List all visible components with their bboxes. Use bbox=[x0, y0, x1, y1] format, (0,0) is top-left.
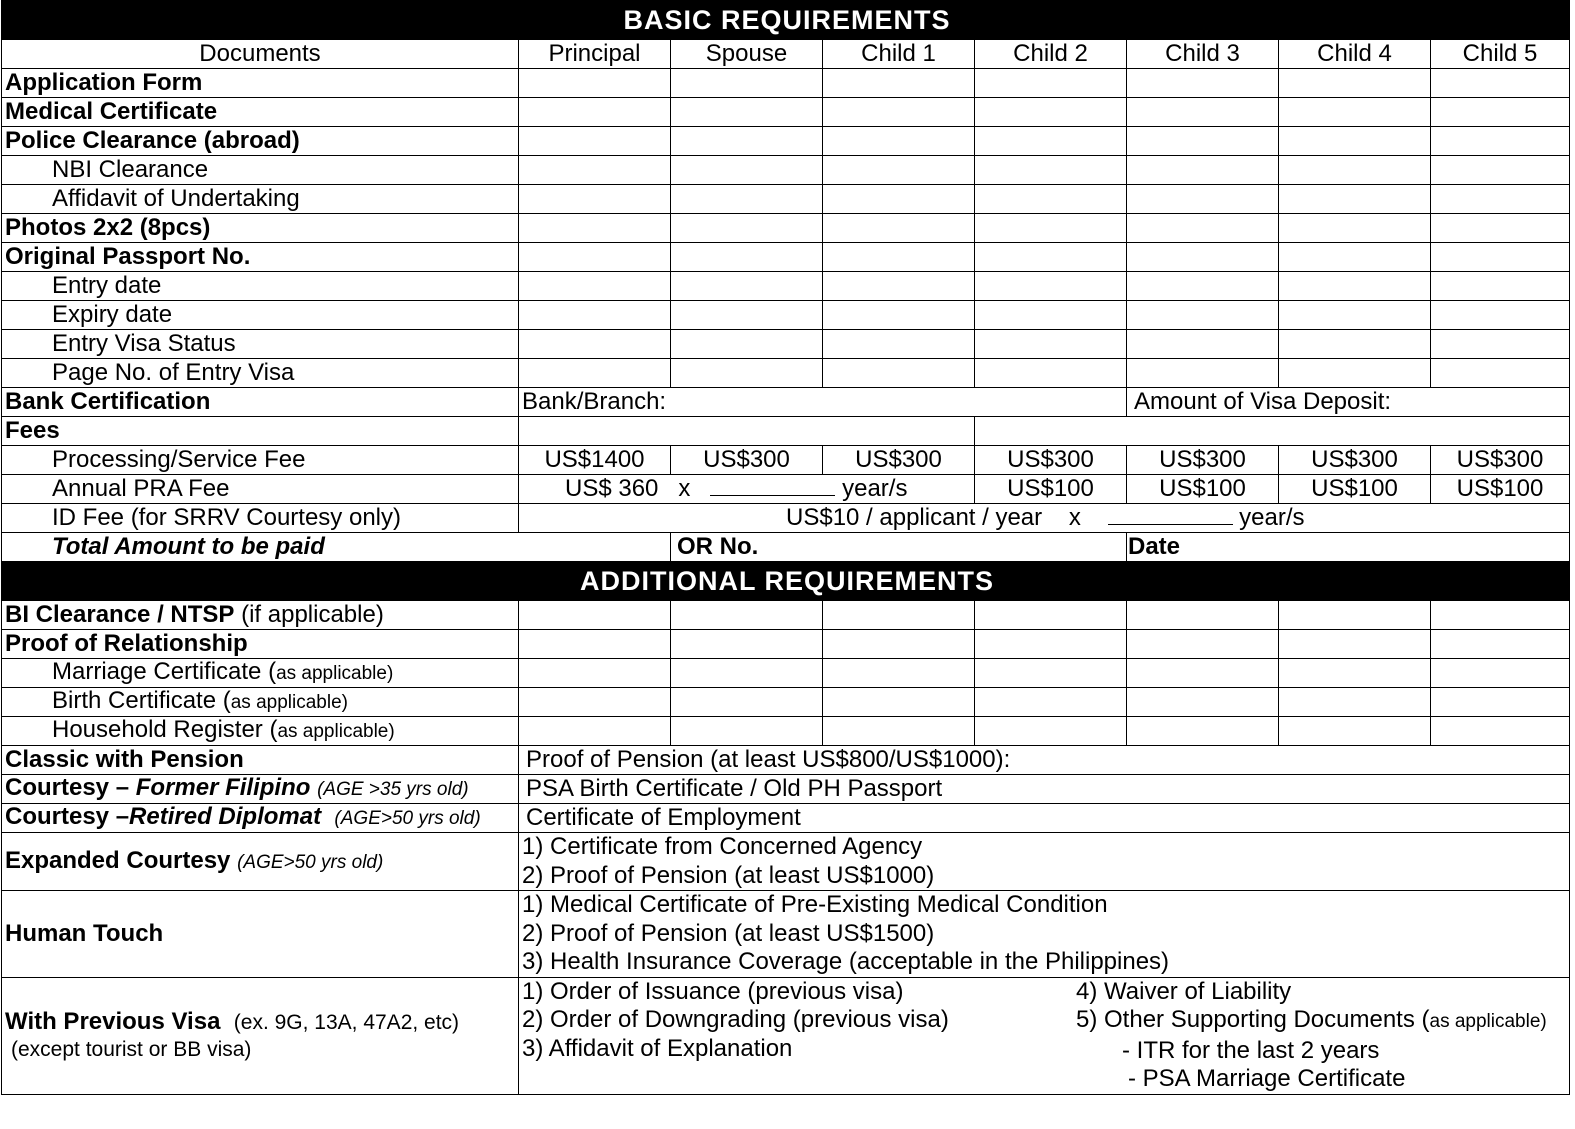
checkbox-cell[interactable] bbox=[823, 98, 975, 127]
checkbox-cell[interactable] bbox=[1127, 127, 1279, 156]
id-fee-years-blank[interactable] bbox=[1108, 506, 1233, 525]
label-photos: Photos 2x2 (8pcs) bbox=[2, 214, 519, 243]
checkbox-cell[interactable] bbox=[1431, 630, 1570, 659]
label-expiry-date: Expiry date bbox=[2, 301, 519, 330]
checkbox-cell[interactable] bbox=[1127, 98, 1279, 127]
checkbox-cell[interactable] bbox=[1127, 69, 1279, 98]
input-cell[interactable] bbox=[823, 330, 975, 359]
label-application-form: Application Form bbox=[2, 69, 519, 98]
col-principal: Principal bbox=[519, 40, 671, 69]
req-item: 3) Affidavit of Explanation bbox=[522, 1034, 793, 1062]
checkbox-cell[interactable] bbox=[671, 659, 823, 688]
additional-requirements-title: ADDITIONAL REQUIREMENTS bbox=[2, 562, 1570, 601]
row-retired-diplomat bbox=[2, 804, 1570, 833]
input-cell[interactable] bbox=[1279, 301, 1431, 330]
col-child-5: Child 5 bbox=[1431, 40, 1570, 69]
checkbox-cell[interactable] bbox=[975, 214, 1127, 243]
req-item: 1) Medical Certificate of Pre-Existing Medical Condition bbox=[522, 891, 1108, 918]
label-birth-certificate bbox=[2, 688, 519, 717]
row-bi-clearance bbox=[2, 601, 1570, 630]
checkbox-cell[interactable] bbox=[671, 69, 823, 98]
checkbox-cell[interactable] bbox=[1127, 156, 1279, 185]
row-annual-pra-fee bbox=[2, 475, 1570, 504]
input-cell[interactable] bbox=[823, 272, 975, 301]
id-fee-cell bbox=[519, 504, 1570, 533]
input-cell[interactable] bbox=[975, 359, 1127, 388]
req-subitem: - PSA Marriage Certificate bbox=[1128, 1065, 1406, 1092]
checkbox-cell[interactable] bbox=[1431, 156, 1570, 185]
pra-years-blank[interactable] bbox=[710, 477, 835, 496]
input-cell[interactable] bbox=[671, 359, 823, 388]
checkbox-cell[interactable] bbox=[823, 717, 975, 746]
label-passport: Original Passport No. bbox=[2, 243, 519, 272]
label-former-filipino bbox=[2, 775, 519, 804]
checkbox-cell[interactable] bbox=[1127, 185, 1279, 214]
label-classic-pension: Classic with Pension bbox=[2, 746, 519, 775]
input-cell[interactable] bbox=[1431, 243, 1570, 272]
requirements-form bbox=[1, 0, 1570, 1095]
label-bi-clearance bbox=[2, 601, 519, 630]
row-medical-certificate bbox=[2, 98, 1570, 127]
or-no-field[interactable]: OR No. bbox=[671, 533, 1127, 562]
label-bank-certification: Bank Certification bbox=[2, 388, 519, 417]
row-police-clearance bbox=[2, 127, 1570, 156]
checkbox-cell[interactable] bbox=[975, 717, 1127, 746]
input-cell[interactable] bbox=[1127, 243, 1279, 272]
row-expiry-date bbox=[2, 301, 1570, 330]
row-classic-pension bbox=[2, 746, 1570, 775]
retired-diplomat-title: Retired Diplomat bbox=[129, 803, 322, 830]
req-item: 2) Proof of Pension (at least US$1000) bbox=[522, 861, 935, 889]
checkbox-cell[interactable] bbox=[519, 659, 671, 688]
input-cell[interactable] bbox=[1127, 359, 1279, 388]
checkbox-cell[interactable] bbox=[1279, 185, 1431, 214]
bi-clearance-note: (if applicable) bbox=[241, 601, 384, 628]
label-fees: Fees bbox=[2, 417, 519, 446]
row-application-form bbox=[2, 69, 1570, 98]
label-entry-date: Entry date bbox=[2, 272, 519, 301]
retired-diplomat-age: (AGE>50 yrs old) bbox=[334, 808, 481, 829]
checkbox-cell[interactable] bbox=[671, 688, 823, 717]
previous-visa-except: (except tourist or BB visa) bbox=[11, 1038, 252, 1061]
marriage-cert-text: Marriage Certificate ( bbox=[52, 658, 277, 685]
checkbox-cell[interactable] bbox=[1279, 688, 1431, 717]
checkbox-cell[interactable] bbox=[1431, 127, 1570, 156]
col-spouse: Spouse bbox=[671, 40, 823, 69]
input-cell[interactable] bbox=[823, 243, 975, 272]
checkbox-cell[interactable] bbox=[671, 156, 823, 185]
checkbox-cell[interactable] bbox=[671, 601, 823, 630]
checkbox-cell[interactable] bbox=[1279, 601, 1431, 630]
input-cell[interactable] bbox=[1127, 301, 1279, 330]
label-expanded-courtesy bbox=[2, 833, 519, 891]
expanded-courtesy-age: (AGE>50 yrs old) bbox=[237, 851, 384, 873]
checkbox-cell[interactable] bbox=[1279, 156, 1431, 185]
req-item-other-docs bbox=[1076, 1006, 1547, 1037]
other-docs-note: as applicable) bbox=[1429, 1011, 1547, 1032]
row-previous-visa bbox=[2, 977, 1570, 1094]
label-marriage-certificate bbox=[2, 659, 519, 688]
previous-visa-req bbox=[519, 977, 1570, 1094]
checkbox-cell[interactable] bbox=[1279, 69, 1431, 98]
row-photos bbox=[2, 214, 1570, 243]
row-id-fee bbox=[2, 504, 1570, 533]
input-cell[interactable] bbox=[519, 243, 671, 272]
checkbox-cell[interactable] bbox=[1279, 717, 1431, 746]
bi-clearance-title: BI Clearance / NTSP bbox=[5, 601, 235, 628]
input-cell[interactable] bbox=[1279, 359, 1431, 388]
row-processing-fee bbox=[2, 446, 1570, 475]
classic-pension-req[interactable]: Proof of Pension (at least US$800/US$1000): bbox=[519, 746, 1570, 775]
row-total-amount bbox=[2, 533, 1570, 562]
input-cell[interactable] bbox=[671, 301, 823, 330]
fees-principal-group bbox=[519, 417, 975, 446]
label-medical-certificate: Medical Certificate bbox=[2, 98, 519, 127]
label-retired-diplomat bbox=[2, 804, 519, 833]
household-register-text: Household Register ( bbox=[52, 716, 278, 743]
checkbox-cell[interactable] bbox=[975, 601, 1127, 630]
label-human-touch: Human Touch bbox=[2, 891, 519, 978]
checkbox-cell[interactable] bbox=[1431, 601, 1570, 630]
row-bank-certification bbox=[2, 388, 1570, 417]
label-nbi-clearance: NBI Clearance bbox=[2, 156, 519, 185]
row-proof-relationship bbox=[2, 630, 1570, 659]
courtesy-prefix: Courtesy – bbox=[5, 774, 130, 801]
row-nbi-clearance bbox=[2, 156, 1570, 185]
pra-fee-principal bbox=[519, 475, 975, 504]
expanded-courtesy-title: Expanded Courtesy bbox=[5, 846, 231, 874]
row-entry-visa-status bbox=[2, 330, 1570, 359]
previous-visa-right-list bbox=[1076, 978, 1547, 1094]
previous-visa-left-list bbox=[522, 978, 1076, 1094]
input-cell[interactable] bbox=[671, 272, 823, 301]
checkbox-cell[interactable] bbox=[1279, 127, 1431, 156]
row-household-register bbox=[2, 717, 1570, 746]
as-applicable-note: as applicable) bbox=[230, 692, 348, 713]
row-expanded-courtesy bbox=[2, 833, 1570, 891]
row-human-touch bbox=[2, 891, 1570, 978]
checkbox-cell[interactable] bbox=[823, 601, 975, 630]
basic-requirements-band bbox=[2, 1, 1570, 40]
checkbox-cell[interactable] bbox=[519, 156, 671, 185]
req-item: 1) Order of Issuance (previous visa) bbox=[522, 977, 904, 1005]
fee-value: US$100 bbox=[1431, 475, 1570, 504]
input-cell[interactable] bbox=[671, 330, 823, 359]
checkbox-cell[interactable] bbox=[1127, 659, 1279, 688]
fee-value: US$100 bbox=[1127, 475, 1279, 504]
checkbox-cell[interactable] bbox=[1127, 601, 1279, 630]
input-cell[interactable] bbox=[1279, 243, 1431, 272]
checkbox-cell[interactable] bbox=[519, 630, 671, 659]
req-item: 3) Health Insurance Coverage (acceptable in the Philippines) bbox=[522, 948, 1170, 975]
input-cell[interactable] bbox=[1127, 330, 1279, 359]
fees-children-group bbox=[975, 417, 1570, 446]
checkbox-cell[interactable] bbox=[823, 659, 975, 688]
label-entry-visa-status: Entry Visa Status bbox=[2, 330, 519, 359]
checkbox-cell[interactable] bbox=[823, 127, 975, 156]
fee-value: US$300 bbox=[1431, 446, 1570, 475]
checkbox-cell[interactable] bbox=[519, 98, 671, 127]
other-docs-text: 5) Other Supporting Documents ( bbox=[1076, 1006, 1430, 1033]
fee-value: US$100 bbox=[975, 475, 1127, 504]
label-affidavit-undertaking: Affidavit of Undertaking bbox=[2, 185, 519, 214]
input-cell[interactable] bbox=[1431, 272, 1570, 301]
label-police-clearance: Police Clearance (abroad) bbox=[2, 127, 519, 156]
expanded-courtesy-req bbox=[519, 833, 1570, 891]
input-cell[interactable] bbox=[1431, 330, 1570, 359]
checkbox-cell[interactable] bbox=[671, 214, 823, 243]
checkbox-cell[interactable] bbox=[519, 214, 671, 243]
input-cell[interactable] bbox=[671, 243, 823, 272]
former-filipino-req: PSA Birth Certificate / Old PH Passport bbox=[519, 775, 1570, 804]
req-item: 2) Order of Downgrading (previous visa) bbox=[522, 1006, 949, 1033]
row-page-no-entry-visa bbox=[2, 359, 1570, 388]
checkbox-cell[interactable] bbox=[1431, 688, 1570, 717]
checkbox-cell[interactable] bbox=[1127, 688, 1279, 717]
checkbox-cell[interactable] bbox=[975, 688, 1127, 717]
as-applicable-note: as applicable) bbox=[277, 721, 395, 742]
input-cell[interactable] bbox=[975, 330, 1127, 359]
label-page-no-entry-visa: Page No. of Entry Visa bbox=[2, 359, 519, 388]
checkbox-cell[interactable] bbox=[975, 659, 1127, 688]
input-cell[interactable] bbox=[823, 301, 975, 330]
input-cell[interactable] bbox=[519, 359, 671, 388]
checkbox-cell[interactable] bbox=[1127, 717, 1279, 746]
checkbox-cell[interactable] bbox=[1127, 214, 1279, 243]
former-filipino-title: Former Filipino bbox=[135, 774, 311, 801]
checkbox-cell[interactable] bbox=[823, 688, 975, 717]
human-touch-req bbox=[519, 891, 1570, 978]
checkbox-cell[interactable] bbox=[519, 127, 671, 156]
checkbox-cell[interactable] bbox=[975, 69, 1127, 98]
req-item: 2) Proof of Pension (at least US$1500) bbox=[522, 919, 935, 947]
checkbox-cell[interactable] bbox=[519, 717, 671, 746]
row-fees bbox=[2, 417, 1570, 446]
checkbox-cell[interactable] bbox=[1431, 659, 1570, 688]
row-entry-date bbox=[2, 272, 1570, 301]
checkbox-cell[interactable] bbox=[1279, 98, 1431, 127]
input-cell[interactable] bbox=[1279, 330, 1431, 359]
checkbox-cell[interactable] bbox=[519, 185, 671, 214]
checkbox-cell[interactable] bbox=[1279, 214, 1431, 243]
input-cell[interactable] bbox=[975, 272, 1127, 301]
checkbox-cell[interactable] bbox=[519, 69, 671, 98]
as-applicable-note: as applicable) bbox=[276, 663, 394, 684]
checkbox-cell[interactable] bbox=[1431, 69, 1570, 98]
input-cell[interactable] bbox=[519, 272, 671, 301]
former-filipino-age: (AGE >35 yrs old) bbox=[317, 779, 469, 800]
label-annual-pra-fee: Annual PRA Fee bbox=[2, 475, 519, 504]
req-item: 1) Certificate from Concerned Agency bbox=[522, 833, 923, 860]
birth-cert-text: Birth Certificate ( bbox=[52, 687, 231, 714]
checkbox-cell[interactable] bbox=[823, 630, 975, 659]
bank-branch-field[interactable]: Bank/Branch: bbox=[519, 388, 1127, 417]
checkbox-cell[interactable] bbox=[1279, 659, 1431, 688]
fee-value: US$300 bbox=[671, 446, 823, 475]
col-child-4: Child 4 bbox=[1279, 40, 1431, 69]
checkbox-cell[interactable] bbox=[671, 717, 823, 746]
row-passport bbox=[2, 243, 1570, 272]
courtesy-prefix: Courtesy – bbox=[5, 803, 130, 830]
checkbox-cell[interactable] bbox=[975, 156, 1127, 185]
checkbox-cell[interactable] bbox=[823, 156, 975, 185]
fee-value: US$1400 bbox=[519, 446, 671, 475]
input-cell[interactable] bbox=[1279, 272, 1431, 301]
fee-value: US$300 bbox=[1279, 446, 1431, 475]
id-fee-rate: US$10 / applicant / year bbox=[786, 504, 1043, 531]
visa-deposit-field[interactable]: Amount of Visa Deposit: bbox=[1127, 388, 1570, 417]
row-affidavit-undertaking bbox=[2, 185, 1570, 214]
checkbox-cell[interactable] bbox=[671, 127, 823, 156]
checkbox-cell[interactable] bbox=[1431, 214, 1570, 243]
checkbox-cell[interactable] bbox=[975, 185, 1127, 214]
date-field[interactable]: Date bbox=[1127, 533, 1570, 562]
label-id-fee: ID Fee (for SRRV Courtesy only) bbox=[2, 504, 519, 533]
retired-diplomat-req: Certificate of Employment bbox=[519, 804, 1570, 833]
checkbox-cell[interactable] bbox=[975, 127, 1127, 156]
input-cell[interactable] bbox=[519, 301, 671, 330]
col-child-3: Child 3 bbox=[1127, 40, 1279, 69]
checkbox-cell[interactable] bbox=[1279, 630, 1431, 659]
id-fee-years-label: year/s bbox=[1239, 504, 1305, 531]
fee-value: US$300 bbox=[823, 446, 975, 475]
req-item: 4) Waiver of Liability bbox=[1076, 977, 1292, 1005]
col-documents: Documents bbox=[2, 40, 519, 69]
col-child-2: Child 2 bbox=[975, 40, 1127, 69]
label-household-register bbox=[2, 717, 519, 746]
pra-years-label: year/s bbox=[842, 475, 908, 502]
checkbox-cell[interactable] bbox=[823, 185, 975, 214]
checkbox-cell[interactable] bbox=[1431, 185, 1570, 214]
checkbox-cell[interactable] bbox=[671, 630, 823, 659]
fee-value: US$300 bbox=[975, 446, 1127, 475]
label-processing-fee: Processing/Service Fee bbox=[2, 446, 519, 475]
input-cell[interactable] bbox=[519, 330, 671, 359]
checkbox-cell[interactable] bbox=[975, 630, 1127, 659]
basic-requirements-title: BASIC REQUIREMENTS bbox=[2, 1, 1570, 40]
row-former-filipino bbox=[2, 775, 1570, 804]
row-birth-certificate bbox=[2, 688, 1570, 717]
req-subitem: - ITR for the last 2 years bbox=[1122, 1036, 1380, 1064]
checkbox-cell[interactable] bbox=[1431, 717, 1570, 746]
pra-multiply: x bbox=[678, 475, 691, 502]
checkbox-cell[interactable] bbox=[975, 98, 1127, 127]
id-fee-multiply: x bbox=[1068, 504, 1081, 531]
checkbox-cell[interactable] bbox=[671, 98, 823, 127]
fee-value: US$300 bbox=[1127, 446, 1279, 475]
previous-visa-title: With Previous Visa bbox=[5, 1008, 221, 1035]
input-cell[interactable] bbox=[1127, 272, 1279, 301]
checkbox-cell[interactable] bbox=[823, 69, 975, 98]
col-child-1: Child 1 bbox=[823, 40, 975, 69]
input-cell[interactable] bbox=[1431, 359, 1570, 388]
checkbox-cell[interactable] bbox=[671, 185, 823, 214]
checkbox-cell[interactable] bbox=[519, 688, 671, 717]
column-header-row bbox=[2, 40, 1570, 69]
label-total-amount: Total Amount to be paid bbox=[2, 533, 671, 562]
input-cell[interactable] bbox=[823, 359, 975, 388]
fee-value: US$100 bbox=[1279, 475, 1431, 504]
checkbox-cell[interactable] bbox=[1127, 630, 1279, 659]
label-previous-visa bbox=[2, 977, 519, 1094]
additional-requirements-band bbox=[2, 562, 1570, 601]
input-cell[interactable] bbox=[975, 243, 1127, 272]
label-proof-relationship: Proof of Relationship bbox=[2, 630, 519, 659]
row-marriage-certificate bbox=[2, 659, 1570, 688]
input-cell[interactable] bbox=[1431, 301, 1570, 330]
previous-visa-examples: (ex. 9G, 13A, 47A2, etc) bbox=[233, 1011, 460, 1034]
checkbox-cell[interactable] bbox=[1431, 98, 1570, 127]
pra-principal-amount: US$ 360 bbox=[565, 475, 659, 502]
checkbox-cell[interactable] bbox=[519, 601, 671, 630]
input-cell[interactable] bbox=[975, 301, 1127, 330]
checkbox-cell[interactable] bbox=[823, 214, 975, 243]
